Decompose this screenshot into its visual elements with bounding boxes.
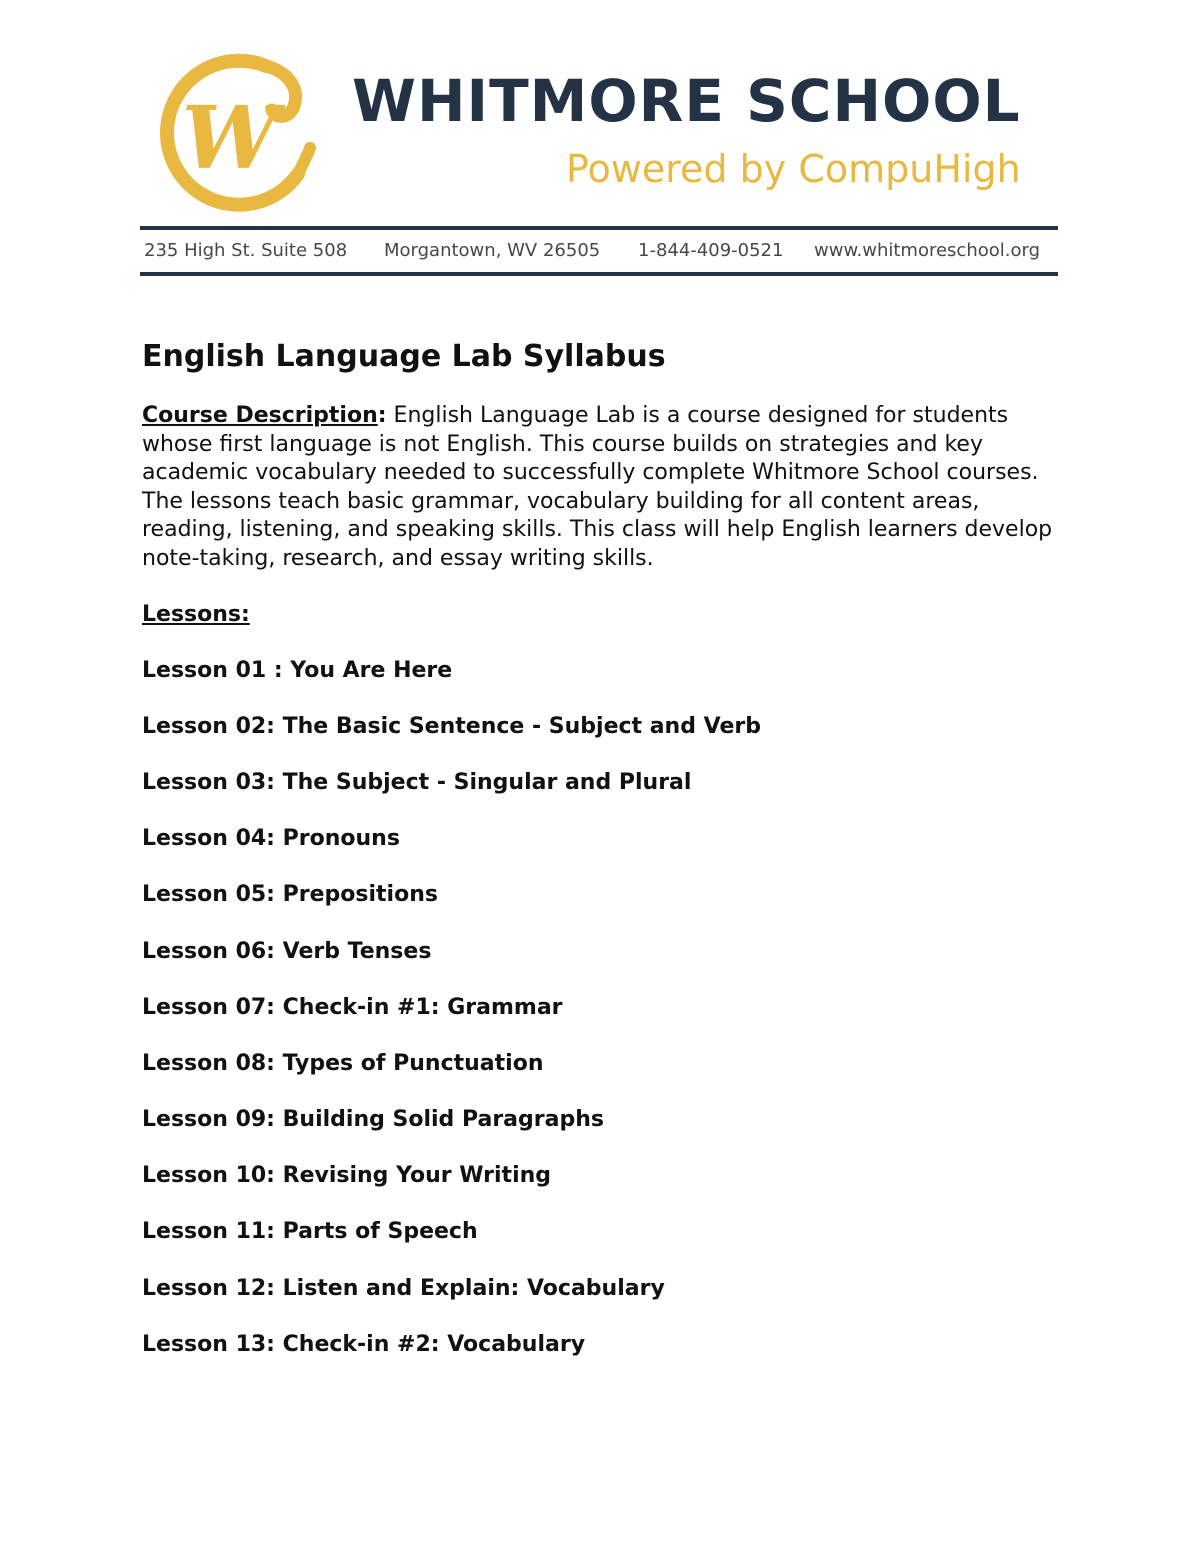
whitmore-logo-icon <box>148 44 318 216</box>
divider-top <box>140 226 1058 230</box>
lesson-item: Lesson 04: Pronouns <box>142 826 400 852</box>
lesson-item: Lesson 07: Check-in #1: Grammar <box>142 994 563 1020</box>
course-description <box>142 402 1062 574</box>
lesson-item: Lesson 12: Listen and Explain: Vocabulary <box>142 1275 665 1301</box>
lesson-item: Lesson 10: Revising Your Writing <box>142 1163 552 1189</box>
lesson-item: Lesson 02: The Basic Sentence - Subject and Verb <box>142 713 761 739</box>
school-name: WHITMORE SCHOOL <box>352 67 1021 135</box>
lesson-item: Lesson 01 : You Are Here <box>142 657 453 683</box>
website-text: www.whitmoreschool.org <box>814 240 1041 261</box>
lesson-item: Lesson 06: Verb Tenses <box>142 938 432 964</box>
divider-bottom <box>140 272 1058 276</box>
logo-letter: W <box>181 88 279 189</box>
lesson-item: Lesson 09: Building Solid Paragraphs <box>142 1107 604 1133</box>
lesson-item: Lesson 05: Prepositions <box>142 882 438 908</box>
course-description-colon: : <box>377 403 387 428</box>
course-description-label: Course Description <box>142 403 378 428</box>
lesson-item: Lesson 08: Types of Punctuation <box>142 1050 544 1076</box>
city-text: Morgantown, WV 26505 <box>384 240 601 261</box>
letterhead <box>0 0 1200 290</box>
course-description-text: English Language Lab is a course designed for students whose first language is not English. This course builds on strategies and key academic vocabulary needed to successfully complete Whitmore School courses. The lessons teach basic grammar, vocabulary building for all content areas, reading, listening, and speaking skills. This class will help English learners develop note-taking, research, and essay writing skills. <box>142 403 1053 571</box>
page-title: English Language Lab Syllabus <box>142 339 666 374</box>
lessons-heading: Lessons: <box>142 601 250 627</box>
address-text: 235 High St. Suite 508 <box>144 240 348 261</box>
lesson-item: Lesson 11: Parts of Speech <box>142 1219 478 1245</box>
contact-bar <box>144 238 1056 264</box>
tagline: Powered by CompuHigh <box>566 147 1021 191</box>
lesson-item: Lesson 03: The Subject - Singular and Plural <box>142 769 692 795</box>
lesson-list <box>142 656 1062 1360</box>
phone-text: 1-844-409-0521 <box>638 240 784 261</box>
syllabus-content <box>142 336 1062 1386</box>
lesson-item: Lesson 13: Check-in #2: Vocabulary <box>142 1331 586 1357</box>
